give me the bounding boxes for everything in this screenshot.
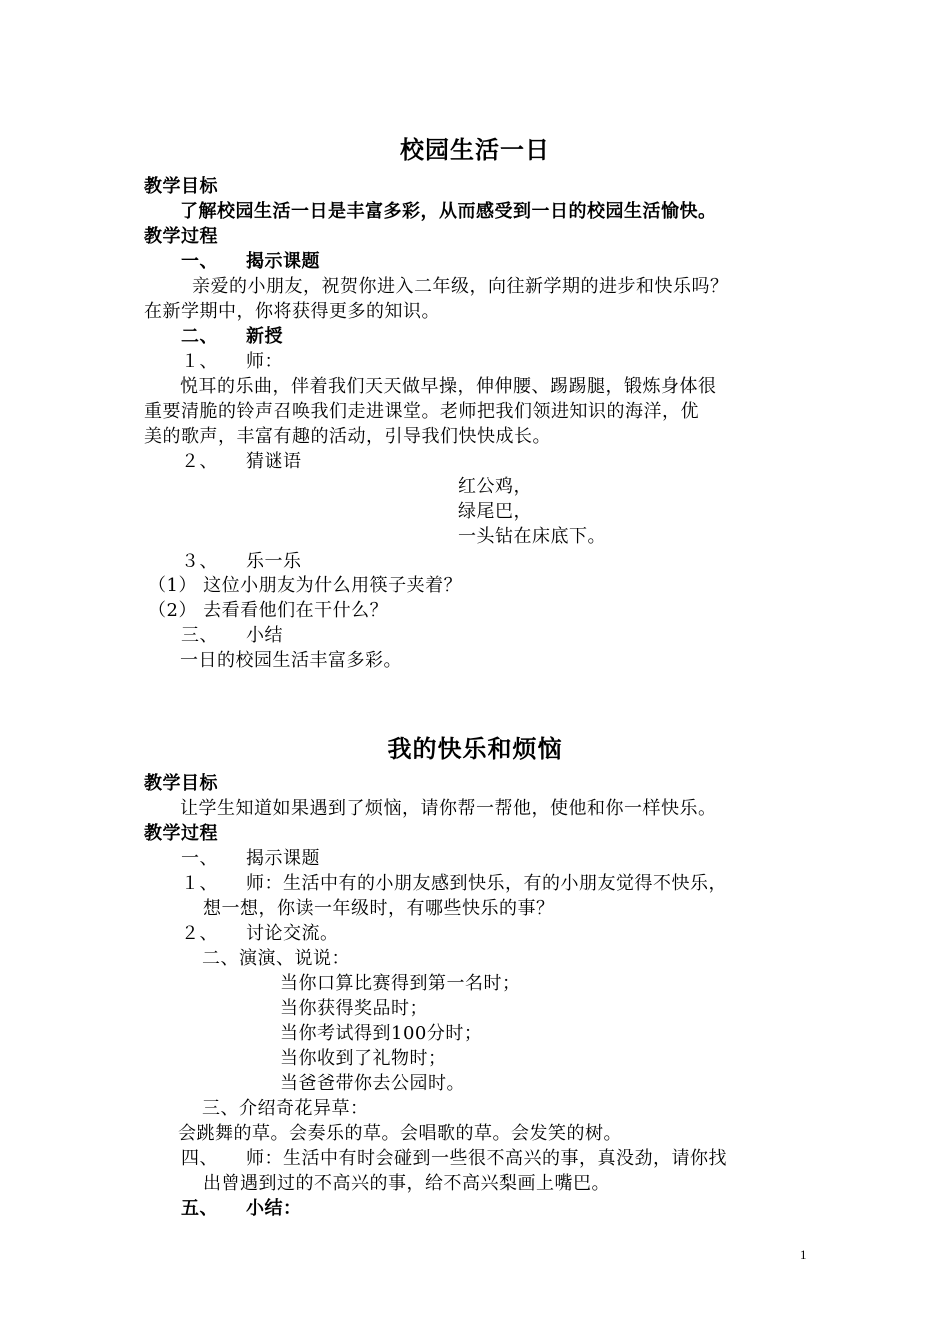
riddle-line: 一头钻在床底下。 xyxy=(458,526,606,547)
lesson1-section2-number: 二、 xyxy=(181,326,218,347)
lesson1-question1: （1） 这位小朋友为什么用筷子夹着？ xyxy=(148,575,463,596)
lesson2-sub2-number: ２、 xyxy=(181,923,218,944)
lesson1-paragraph-line1: 悦耳的乐曲，伴着我们天天做早操，伸伸腰、踢踢腿，锻炼身体很 xyxy=(180,376,717,397)
lesson1-sub1-number: １、 xyxy=(181,351,218,372)
lesson2-goal-text: 让学生知道如果遇到了烦恼，请你帮一帮他，使他和你一样快乐。 xyxy=(180,798,717,819)
lesson1-sub1-label: 师： xyxy=(246,351,283,372)
lesson1-section1-label: 揭示课题 xyxy=(246,251,320,272)
lesson2-section1-number: 一、 xyxy=(181,848,218,869)
lesson1-section2-label: 新授 xyxy=(246,326,283,347)
lesson2-section3-label: 三、介绍奇花异草： xyxy=(202,1098,369,1119)
page-number: 1 xyxy=(800,1247,807,1262)
lesson1-goal-heading: 教学目标 xyxy=(144,176,218,197)
lesson1-intro-line2: 在新学期中，你将获得更多的知识。 xyxy=(144,301,440,322)
lesson1-intro-line1: 亲爱的小朋友，祝贺你进入二年级，向往新学期的进步和快乐吗？ xyxy=(192,276,729,297)
lesson1-question2: （2） 去看看他们在干什么？ xyxy=(148,600,389,621)
lesson1-sub3-number: ３、 xyxy=(181,551,218,572)
lesson1-section3-label: 小结 xyxy=(246,625,283,646)
scenario-item: 当你收到了礼物时； xyxy=(280,1048,447,1069)
lesson1-summary: 一日的校园生活丰富多彩。 xyxy=(180,650,402,671)
lesson2-section1-label: 揭示课题 xyxy=(246,848,320,869)
lesson1-section1-number: 一、 xyxy=(181,251,218,272)
lesson2-process-heading: 教学过程 xyxy=(144,823,218,844)
scenario-item: 当你获得奖品时； xyxy=(280,998,428,1019)
lesson2-sub1-number: １、 xyxy=(181,873,218,894)
lesson2-section4-line2: 出曾遇到过的不高兴的事，给不高兴梨画上嘴巴。 xyxy=(203,1173,610,1194)
lesson2-section4-number: 四、 xyxy=(181,1148,218,1169)
lesson1-title: 校园生活一日 xyxy=(400,135,550,164)
lesson1-sub2-label: 猜谜语 xyxy=(246,451,302,472)
lesson1-paragraph-line2: 重要清脆的铃声召唤我们走进课堂。老师把我们领进知识的海洋，优 xyxy=(144,401,699,422)
lesson2-title: 我的快乐和烦恼 xyxy=(387,734,563,763)
scenario-item: 当爸爸带你去公园时。 xyxy=(280,1073,465,1094)
lesson2-section4-line1: 师：生活中有时会碰到一些很不高兴的事，真没劲，请你找 xyxy=(246,1148,727,1169)
lesson2-sub2-label: 讨论交流。 xyxy=(246,923,339,944)
lesson1-paragraph-line3: 美的歌声，丰富有趣的活动，引导我们快快成长。 xyxy=(144,426,551,447)
lesson2-section2-label: 二、演演、说说： xyxy=(202,948,350,969)
lesson1-sub2-number: ２、 xyxy=(181,451,218,472)
lesson2-section5-number: 五、 xyxy=(181,1198,218,1219)
lesson2-section5-label: 小结： xyxy=(246,1198,302,1219)
lesson1-goal-text: 了解校园生活一日是丰富多彩，从而感受到一日的校园生活愉快。 xyxy=(180,201,717,222)
lesson2-section3-text: 会跳舞的草。会奏乐的草。会唱歌的草。会发笑的树。 xyxy=(178,1123,622,1144)
riddle-line: 红公鸡， xyxy=(458,476,532,497)
lesson2-goal-heading: 教学目标 xyxy=(144,773,218,794)
scenario-item: 当你考试得到100分时； xyxy=(280,1023,483,1044)
scenario-item: 当你口算比赛得到第一名时； xyxy=(280,973,521,994)
lesson1-section3-number: 三、 xyxy=(181,625,218,646)
lesson2-sub1-line2: 想一想，你读一年级时，有哪些快乐的事？ xyxy=(203,898,555,919)
lesson1-process-heading: 教学过程 xyxy=(144,226,218,247)
lesson2-sub1-line1: 师：生活中有的小朋友感到快乐，有的小朋友觉得不快乐， xyxy=(246,873,727,894)
lesson1-sub3-label: 乐一乐 xyxy=(246,551,302,572)
riddle-line: 绿尾巴， xyxy=(458,501,532,522)
